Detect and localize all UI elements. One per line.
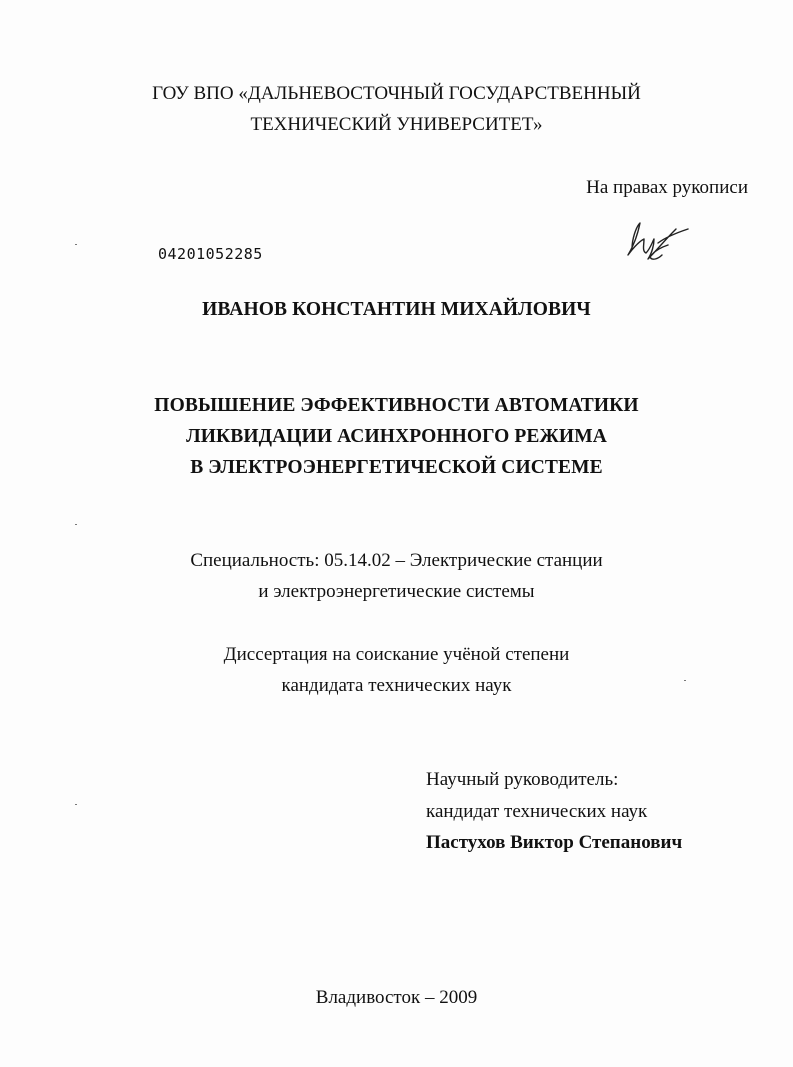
- title-line-1: ПОВЫШЕНИЕ ЭФФЕКТИВНОСТИ АВТОМАТИКИ: [154, 395, 639, 416]
- supervisor-name: Пастухов Виктор Степанович: [426, 832, 683, 853]
- manuscript-rights-label: На правах рукописи: [586, 177, 748, 198]
- title-line-3: В ЭЛЕКТРОЭНЕРГЕТИЧЕСКОЙ СИСТЕМЕ: [190, 457, 603, 478]
- degree-line-2: кандидата технических наук: [281, 675, 512, 696]
- document-number: 04201052285: [158, 245, 263, 263]
- institution-line-2: ТЕХНИЧЕСКИЙ УНИВЕРСИТЕТ»: [250, 114, 543, 135]
- scan-speck: [75, 244, 77, 245]
- scan-speck: [684, 680, 686, 681]
- supervisor-degree: кандидат технических наук: [426, 801, 648, 822]
- signature: [618, 215, 698, 265]
- specialty-line-1: Специальность: 05.14.02 – Электрические станции: [190, 550, 603, 571]
- scan-speck: [75, 804, 77, 805]
- title-line-2: ЛИКВИДАЦИИ АСИНХРОННОГО РЕЖИМА: [186, 426, 607, 447]
- degree-line-1: Диссертация на соискание учёной степени: [223, 644, 570, 665]
- scan-speck: [75, 524, 77, 525]
- city-year: Владивосток – 2009: [315, 987, 478, 1008]
- supervisor-label: Научный руководитель:: [426, 769, 619, 790]
- institution-line-1: ГОУ ВПО «ДАЛЬНЕВОСТОЧНЫЙ ГОСУДАРСТВЕННЫЙ: [152, 83, 641, 104]
- author-name: ИВАНОВ КОНСТАНТИН МИХАЙЛОВИЧ: [202, 299, 591, 320]
- specialty-line-2: и электроэнергетические системы: [258, 581, 535, 602]
